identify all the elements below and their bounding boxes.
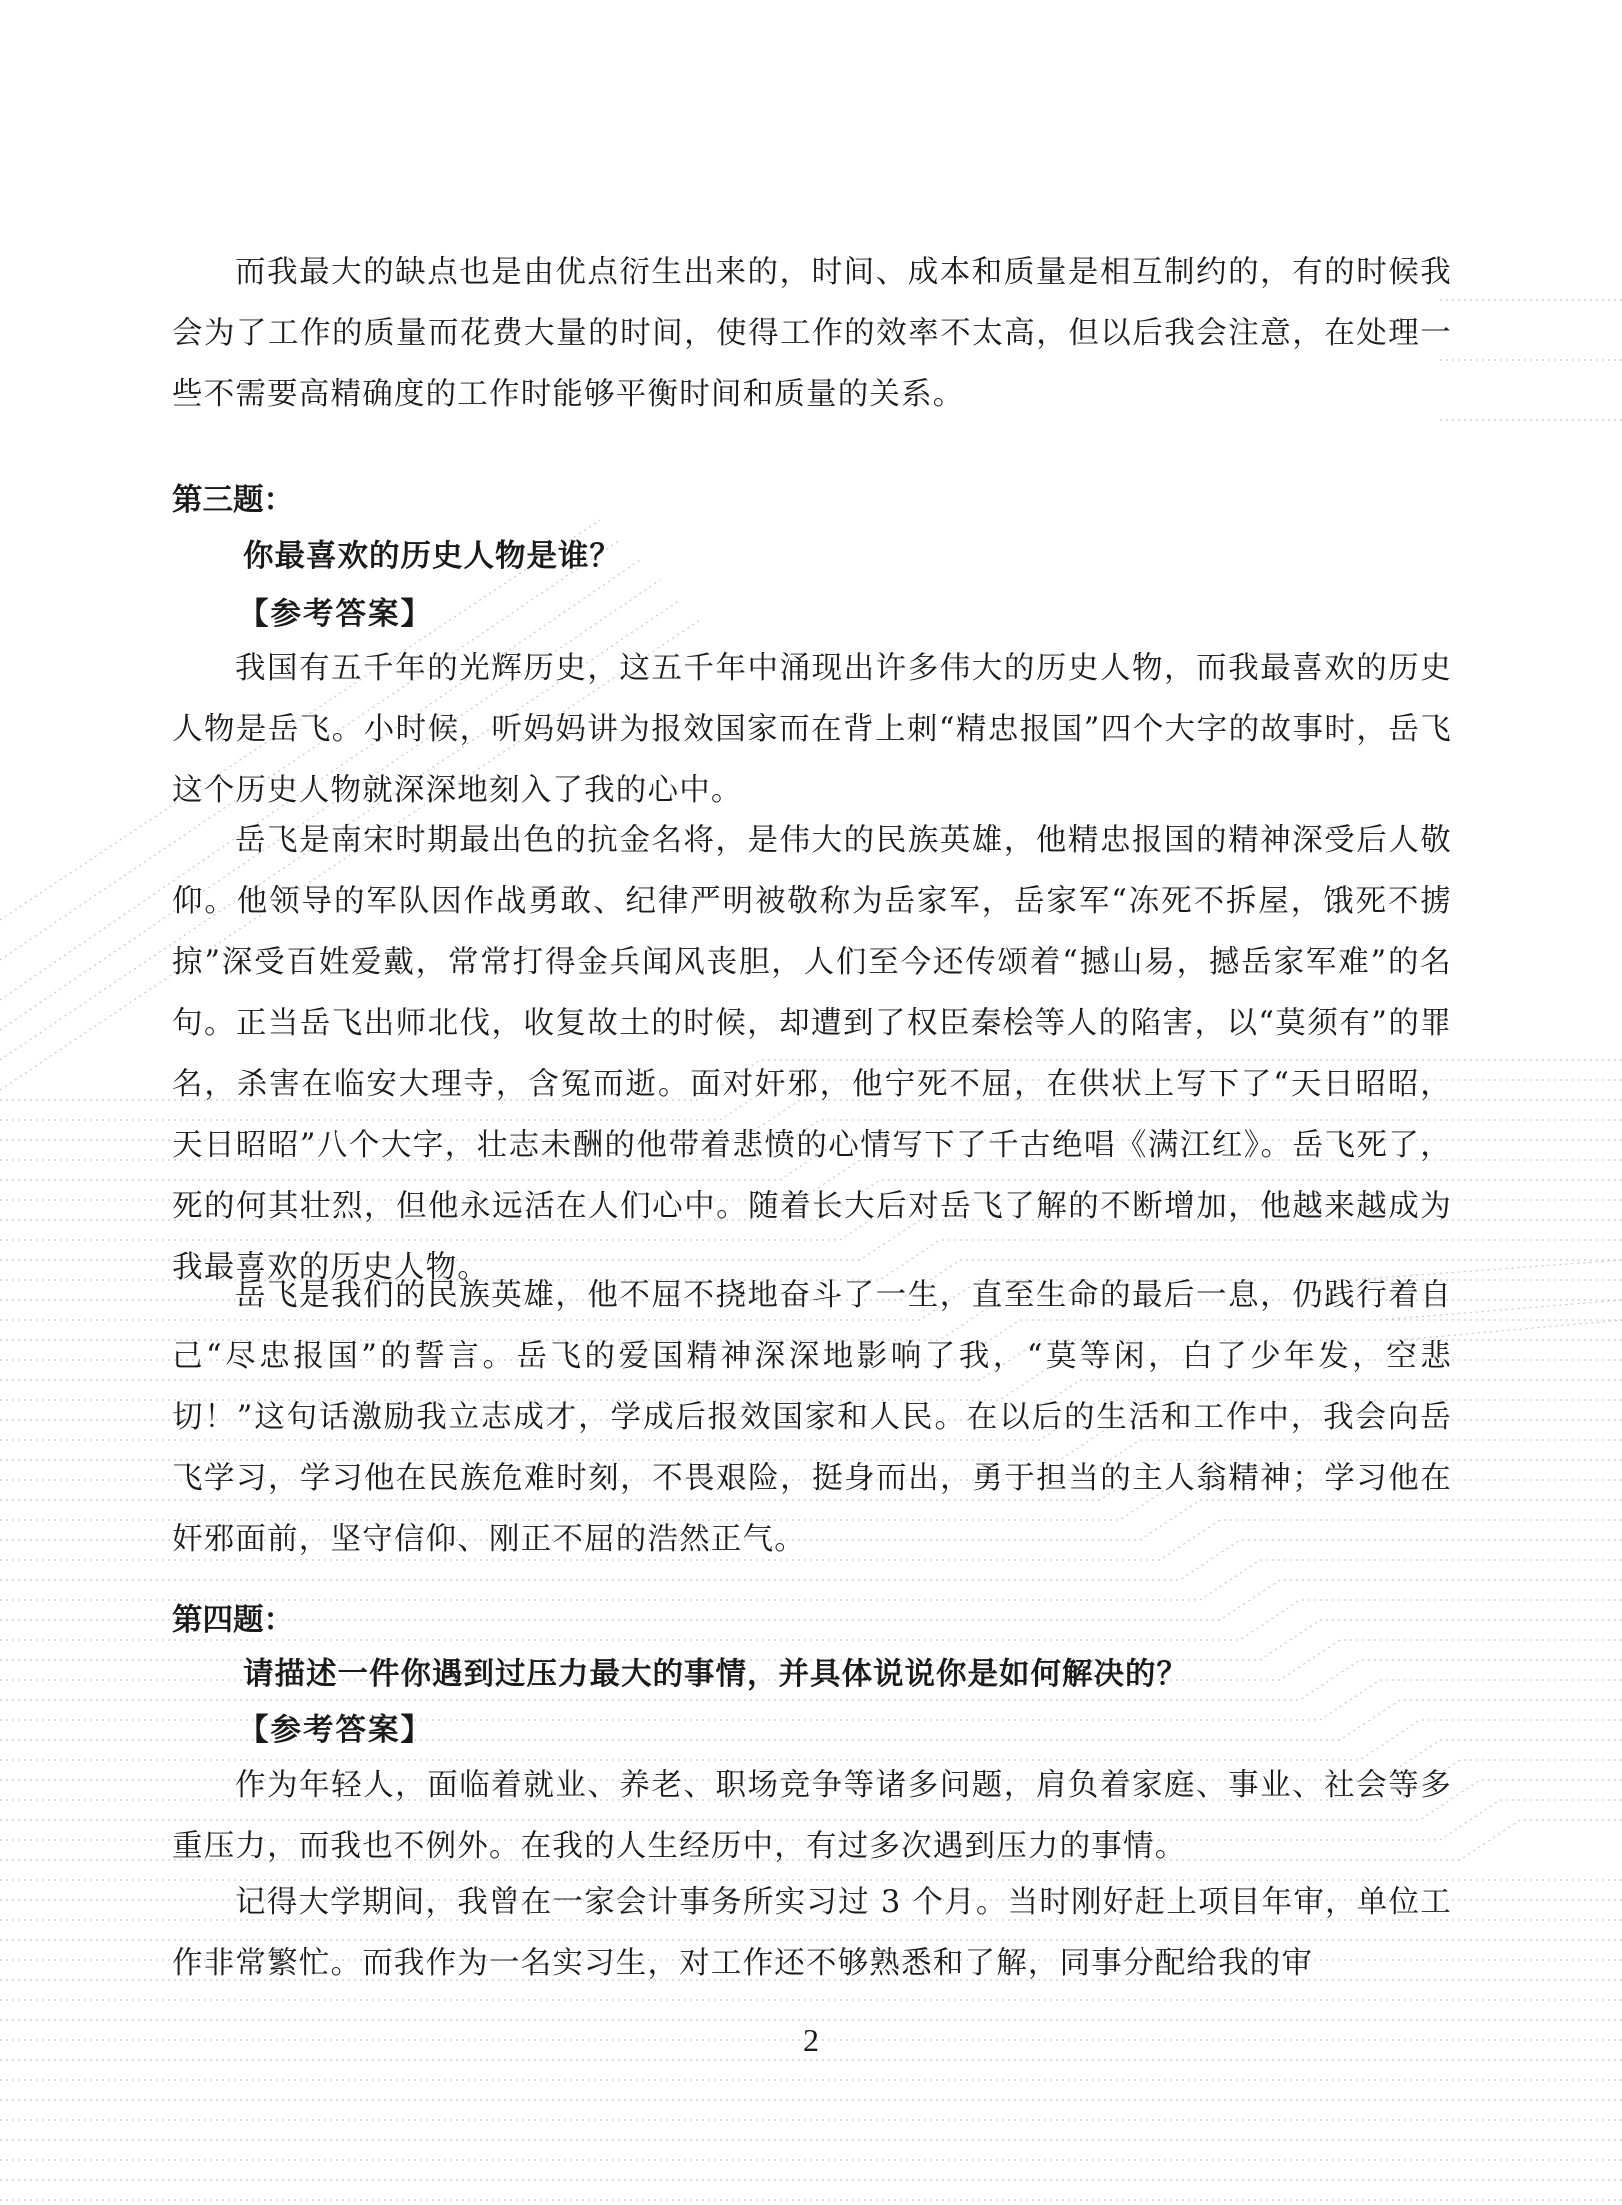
answer-4-paragraph-1: 作为年轻人，面临着就业、养老、职场竞争等诸多问题，肩负着家庭、事业、社会等多重压力，而我也不例外。在我的人生经历中，有过多次遇到压力的事情。 xyxy=(172,1768,1452,1864)
answer-label-3: 【参考答案】 xyxy=(238,596,433,632)
answer-3-paragraph-2: 岳飞是南宋时期最出色的抗金名将，是伟大的民族英雄，他精忠报国的精神深受后人敬仰。他领导的军队因作战勇敢、纪律严明被敬称为岳家军，岳家军“冻死不拆屋，饿死不掳掠”深受百姓爱戴，常常打得金兵闻风丧胆，人们至今还传颂着“撼山易，撼岳家军难”的名句。正当岳飞出师北伐，收复故土的时候，却遭到了权臣秦桧等人的陷害，以“莫须有”的罪名，杀害在临安大理寺，含冤而逝。面对奸邪，他宁死不屈，在供状上写下了“天日昭昭，天日昭昭”八个大字，壮志未酬的他带着悲愤的心情写下了千古绝唱《满江红》。岳飞死了，死的何其壮烈，但他永远活在人们心中。随着长大后对岳飞了解的不断增加，他越来越成为我最喜欢的历史人物。 xyxy=(172,823,1452,1285)
intro-paragraph: 而我最大的缺点也是由优点衍生出来的，时间、成本和质量是相互制约的，有的时候我会为了工作的质量而花费大量的时间，使得工作的效率不太高，但以后我会注意，在处理一些不需要高精确度的工作时能够平衡时间和质量的关系。 xyxy=(172,255,1452,412)
answer-4-paragraph-2: 记得大学期间，我曾在一家会计事务所实习过 3 个月。当时刚好赶上项目年审，单位工作非常繁忙。而我作为一名实习生，对工作还不够熟悉和了解，同事分配给我的审 xyxy=(172,1885,1452,1981)
section-heading-3: 第三题： xyxy=(172,482,294,518)
answer-3-paragraph-3: 岳飞是我们的民族英雄，他不屈不挠地奋斗了一生，直至生命的最后一息，仍践行着自己“尽忠报国”的誓言。岳飞的爱国精神深深地影响了我，“莫等闲，白了少年发，空悲切！”这句话激励我立志成才，学成后报效国家和人民。在以后的生活和工作中，我会向岳飞学习，学习他在民族危难时刻，不畏艰险，挺身而出，勇于担当的主人翁精神；学习他在奸邪面前，坚守信仰、刚正不屈的浩然正气。 xyxy=(172,1278,1452,1557)
question-3: 你最喜欢的历史人物是谁？ xyxy=(243,538,621,574)
answer-label-4: 【参考答案】 xyxy=(238,1712,433,1748)
answer-3-paragraph-1: 我国有五千年的光辉历史，这五千年中涌现出许多伟大的历史人物，而我最喜欢的历史人物是岳飞。小时候，听妈妈讲为报效国家而在背上刺“精忠报国”四个大字的故事时，岳飞这个历史人物就深深地刻入了我的心中。 xyxy=(172,651,1452,808)
section-heading-4: 第四题： xyxy=(172,1602,294,1638)
page-number: 2 xyxy=(803,2022,819,2058)
question-4: 请描述一件你遇到过压力最大的事情，并具体说说你是如何解决的？ xyxy=(243,1656,1188,1692)
